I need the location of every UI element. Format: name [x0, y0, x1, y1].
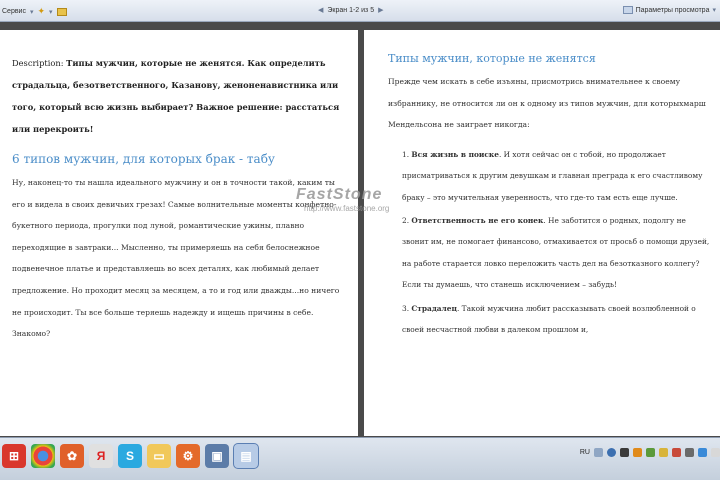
windows-start-icon[interactable]: ⊞ — [2, 444, 26, 468]
yandex-browser-icon[interactable]: Я — [89, 444, 113, 468]
chrome-icon[interactable] — [31, 444, 55, 468]
favorites-icon[interactable]: ✦ — [37, 6, 46, 16]
antivirus-icon[interactable] — [672, 448, 681, 457]
faststone-watermark — [296, 186, 389, 213]
network-icon[interactable] — [646, 448, 655, 457]
tray-app-icon[interactable] — [659, 448, 668, 457]
folder-icon[interactable] — [57, 8, 67, 16]
notification-icon[interactable] — [711, 448, 720, 457]
next-screen-icon[interactable]: ▶ — [378, 7, 384, 14]
list-item-text: . И хотя сейчас он с тобой, но продолжает присматриваться к другим девушкам и главная преграда к его счастливому браку – это мучительная уверенность, что где-то там есть еще лучше. — [402, 149, 703, 202]
view-params-button[interactable]: Параметры просмотра — [635, 6, 710, 14]
list-number: 2. — [402, 216, 410, 225]
settings-app-icon[interactable]: ⚙ — [176, 444, 200, 468]
document-toolbar — [0, 0, 720, 22]
description-text: Типы мужчин, которые не женятся. Как определить страдальца, безответственного, Казанову, женоненавистника или того, который всю жизнь выбирает? Важное решение: расстаться или перекроить! — [12, 58, 340, 134]
tray-app-icon[interactable] — [698, 448, 707, 457]
view-options-icon[interactable] — [623, 6, 633, 14]
skype-icon[interactable]: S — [118, 444, 142, 468]
description-prefix: Description: — [12, 58, 64, 68]
service-menu-button[interactable]: Сервис — [2, 8, 26, 15]
list-item — [402, 210, 712, 296]
types-list — [388, 144, 712, 341]
list-number: 3. — [402, 303, 410, 313]
list-item — [402, 144, 712, 208]
list-number: 1. — [402, 149, 410, 159]
description-block — [12, 52, 348, 140]
list-item-title: Ответственность не его конек — [411, 216, 544, 225]
word-document-icon[interactable]: ▤ — [234, 444, 258, 468]
list-item — [402, 298, 712, 341]
screen-capture-icon[interactable]: ▣ — [205, 444, 229, 468]
keyboard-icon[interactable] — [594, 448, 603, 457]
screen-indicator: Экран 1-2 из 5 — [327, 6, 375, 14]
help-icon[interactable] — [607, 448, 616, 457]
page-navigation — [318, 6, 384, 14]
list-item-title: Страдалец — [411, 303, 457, 313]
toolbar-left-group — [2, 6, 67, 17]
service-dropdown-icon[interactable]: ▾ — [29, 8, 34, 16]
watermark-title: FastStone — [296, 186, 383, 203]
system-tray — [580, 448, 720, 457]
toolbar-right-group — [623, 6, 716, 14]
left-page — [0, 30, 358, 436]
file-explorer-icon[interactable]: ▭ — [147, 444, 171, 468]
taskbar — [0, 437, 720, 480]
right-intro: Прежде чем искать в себе изъяны, присмотрись внимательнее к своему избраннику, не относится ли он к одному из типов мужчин, для которыхмарш Мендельсона не заиграет никогда: — [388, 77, 706, 130]
list-item-text: . Не заботится о родных, подолгу не звонит им, не помогает финансово, отмахивается от просьб о помощи друзей, на работе старается ловко переложить часть дел на безотказного коллегу? Если ты думаешь, что станешь исключением – забудь! — [402, 216, 710, 290]
favorites-dropdown-icon[interactable]: ▾ — [49, 8, 53, 16]
display-icon[interactable] — [620, 448, 629, 457]
taskbar-apps — [2, 444, 258, 468]
list-item-text: . Такой мужчина любит рассказывать своей возлюбленной о своей несчастной любви в далеком прошлом и, — [402, 303, 696, 335]
right-heading: Типы мужчин, которые не женятся — [388, 52, 596, 65]
view-params-dropdown-icon[interactable]: ▾ — [712, 7, 716, 14]
list-item-title: Вся жизнь в поиске — [411, 149, 499, 159]
left-heading: 6 типов мужчин, для которых брак - табу — [12, 152, 275, 166]
prev-screen-icon[interactable]: ◀ — [318, 7, 324, 14]
media-player-icon[interactable]: ✿ — [60, 444, 84, 468]
volume-icon[interactable] — [685, 448, 694, 457]
language-indicator[interactable]: RU — [579, 449, 590, 456]
tray-app-icon[interactable] — [633, 448, 642, 457]
left-paragraph: Ну, наконец-то ты нашла идеального мужчину и он в точности такой, каким ты его и видела в своих девичьих грезах! Самые волнительные моменты конфетно-букетного периода, прогулки под луной, романтические ужины, плавно переходящие в завтраки... Мысленно, ты примеряешь на себя белоснежное подвенечное платье и представляешь во всех деталях, как любимый делает предложение. Но проходит месяц за месяцем, а то и год или дважды...но ничего не происходит. Ты все больше теряешь надежду и ищешь причины в себе. Знакомо? — [12, 178, 340, 339]
watermark-url: http://www.faststone.org — [304, 204, 390, 213]
right-page — [364, 30, 720, 436]
